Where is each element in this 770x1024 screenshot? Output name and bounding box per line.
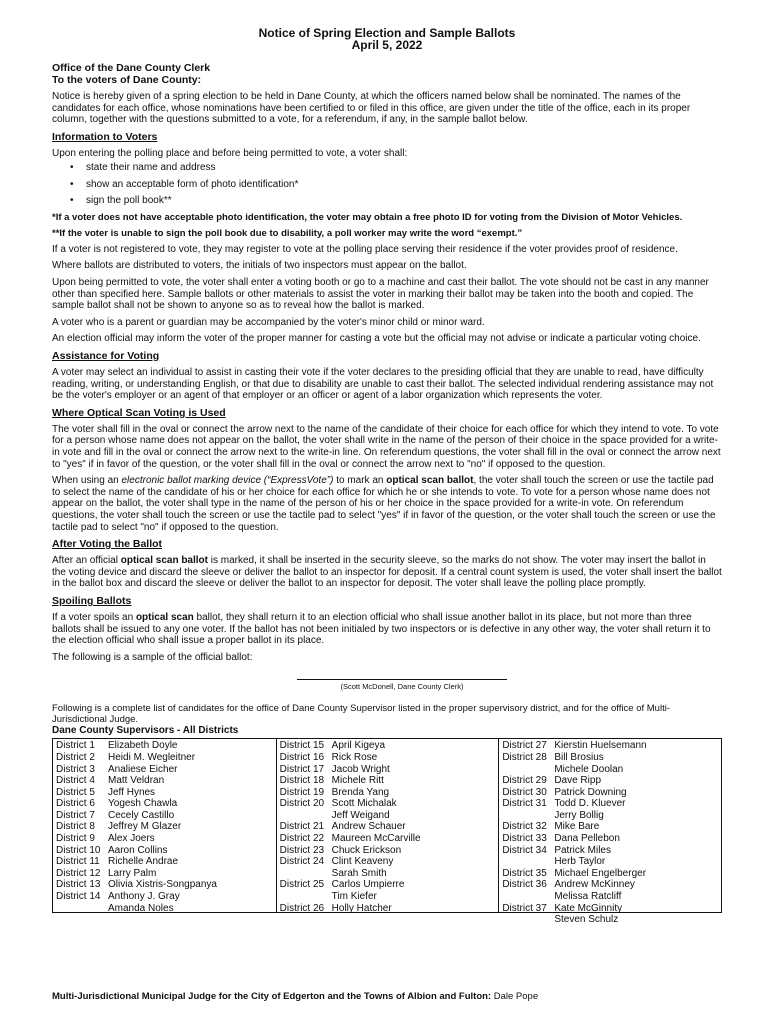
district-label: District 7	[56, 809, 95, 821]
candidate-name: Patrick Miles	[554, 844, 611, 856]
candidate-name: Mike Bare	[554, 821, 600, 833]
candidate-name: Herb Taylor	[554, 856, 606, 868]
table-row	[56, 821, 273, 833]
table-row	[502, 798, 718, 810]
candidate-name: Chuck Erickson	[331, 844, 402, 856]
table-row	[502, 775, 718, 787]
table-row	[56, 787, 273, 799]
district-label: District 37	[502, 902, 547, 914]
title-line-2: April 5, 2022	[351, 38, 423, 52]
district-label: District 17	[279, 763, 325, 775]
table-row	[280, 775, 496, 787]
district-label	[502, 914, 554, 926]
table-row	[56, 856, 273, 868]
candidate-name: Alex Joers	[108, 833, 155, 845]
district-label: District 3	[56, 763, 95, 775]
voter-requirements-list	[52, 160, 722, 210]
district-label: District 29	[502, 775, 547, 787]
candidate-name: Michele Doolan	[554, 763, 624, 775]
table-row	[56, 879, 273, 891]
registration-paragraph: If a voter is not registered to vote, they may register to vote at the polling place serving their residence if the voter provides proof of residence.	[52, 243, 678, 255]
district-label: District 5	[56, 786, 95, 798]
candidate-name: Carlos Umpierre	[331, 879, 405, 891]
district-label: District 31	[502, 798, 547, 810]
table-row	[502, 903, 718, 915]
title-line-1: Notice of Spring Election and Sample Ballots	[258, 26, 516, 40]
table-row	[280, 764, 496, 776]
district-label	[502, 764, 554, 776]
district-label: District 33	[502, 833, 547, 845]
table-row	[280, 868, 496, 880]
after-voting-heading: After Voting the Ballot	[52, 538, 163, 551]
supervisor-districts-table	[52, 738, 722, 926]
district-label: District 35	[502, 867, 547, 879]
table-row	[56, 740, 273, 752]
district-label: District 4	[56, 775, 95, 787]
district-label: District 28	[502, 751, 547, 763]
table-row	[56, 810, 273, 822]
candidate-name: Analiese Eicher	[108, 763, 178, 775]
judge-office-label: Multi-Jurisdictional Municipal Judge for the City of Edgerton and the Towns of Albion and Fulton:	[52, 991, 492, 1002]
table-row	[280, 856, 496, 868]
document-title	[52, 27, 722, 51]
info-lead: Upon entering the polling place and before being permitted to vote, a voter shall:	[52, 147, 408, 159]
district-label: District 14	[56, 891, 101, 903]
district-label: District 21	[279, 821, 325, 833]
candidate-name: Jeff Weigand	[331, 809, 390, 821]
district-label	[502, 856, 554, 868]
poll-book-note: **If the voter is unable to sign the poll book due to disability, a poll worker may write the word “exempt.”	[52, 227, 523, 239]
table-row	[280, 740, 496, 752]
intro-paragraph: Notice is hereby given of a spring election to be held in Dane County, at which the officers named below shall be nominated. The names of the candidates for each office, whose nominations have been certified to or filed in this office, are given under the title of the office, each in its proper column, together with the questions submitted to a vote, for a referendum, if any, in the sample ballot below.	[52, 91, 691, 126]
table-row	[502, 833, 718, 845]
table-row	[280, 845, 496, 857]
table-row	[56, 764, 273, 776]
table-row	[502, 810, 718, 822]
candidate-name: Tim Kiefer	[331, 891, 377, 903]
table-row	[280, 879, 496, 891]
table-row	[56, 868, 273, 880]
district-label: District 36	[502, 879, 547, 891]
candidate-name: Clint Keaveny	[331, 856, 394, 868]
district-label: District 6	[56, 798, 95, 810]
districts-column-1	[53, 739, 276, 912]
district-label	[280, 891, 332, 903]
table-row	[56, 891, 273, 903]
candidate-name: Rick Rose	[331, 751, 378, 763]
district-label: District 10	[56, 844, 101, 856]
candidate-name: Kate McGinnity	[554, 902, 623, 914]
candidate-name: Elizabeth Doyle	[108, 740, 178, 752]
district-label: District 30	[502, 786, 547, 798]
candidate-name: Dana Pellebon	[554, 833, 620, 845]
candidate-name: Sarah Smith	[331, 867, 387, 879]
election-official-paragraph: An election official may inform the voter of the proper manner for casting a vote but the official may not advise or indicate a particular voting choice.	[52, 333, 701, 345]
district-label: District 20	[279, 798, 325, 810]
district-label: District 25	[279, 879, 325, 891]
candidate-name: Patrick Downing	[554, 786, 627, 798]
table-row	[280, 821, 496, 833]
spoiling-ballots-heading: Spoiling Ballots	[52, 594, 132, 607]
candidate-name: Dave Ripp	[554, 775, 602, 787]
district-label: District 24	[279, 856, 325, 868]
district-label: District 22	[279, 833, 325, 845]
table-row	[502, 764, 718, 776]
districts-column-2	[276, 739, 499, 912]
district-label: District 32	[502, 821, 547, 833]
spoiling-paragraph: If a voter spoils an optical scan ballot, they shall return it to an election official who shall issue another ballot in its place, but not more than three ballots shall be issued to any one voter. If the ballot has not been initialed by two inspectors or is defective in any other way, the voter shall return it to the election official who shall issue a proper ballot in its place.	[52, 611, 711, 647]
voting-booth-paragraph: Upon being permitted to vote, the voter shall enter a voting booth or go to a machine and cast their ballot. The vote should not be cast in any manner other than specified here. Sample ballots or other materials to assist the voter in marking their ballot may be taken into the booth and copied. The sample ballot shall not be shown to anyone so as to reveal how the ballot is marked.	[52, 277, 709, 312]
table-row	[56, 775, 273, 787]
candidate-name: Brenda Yang	[331, 786, 390, 798]
table-row	[502, 856, 718, 868]
list-item: • state their name and address	[70, 160, 722, 177]
table-row	[502, 891, 718, 903]
table-row	[56, 903, 273, 915]
candidate-name: Jeffrey M Glazer	[108, 821, 182, 833]
candidate-name: Bill Brosius	[554, 751, 604, 763]
table-row	[502, 914, 718, 926]
district-label: District 15	[279, 740, 325, 752]
candidate-name: Scott Michalak	[331, 798, 397, 810]
district-label: District 9	[56, 833, 95, 845]
candidate-name: Yogesh Chawla	[108, 798, 178, 810]
table-row	[502, 879, 718, 891]
photo-id-note: *If a voter does not have acceptable photo identification, the voter may obtain a free photo ID for voting from the Division of Motor Vehicles.	[52, 211, 683, 223]
table-row	[280, 891, 496, 903]
expressvote-paragraph: When using an electronic ballot marking device (“ExpressVote”) to mark an optical scan ballot, the voter shall touch the screen or use the tactile pad to select the name of the candidate of his or her choice for each office for which he or she intends to vote. To vote for a person whose name does not appear on the ballot, the voter shall type in the name of the person of his or her choice in the space provided for a write-in vote. On referendum questions, the voter shall touch the screen or use the tactile pad to select "yes" if in favor of the question, or the voter shall touch the screen or use the tactile pad to select "no" if opposed to the question.	[52, 475, 716, 533]
clerk-signature-line: (Scott McDonell, Dane County Clerk)	[297, 679, 507, 691]
optical-scan-heading: Where Optical Scan Voting is Used	[52, 406, 226, 419]
candidate-name: Jerry Bollig	[554, 809, 604, 821]
candidate-name: Melissa Ratcliff	[554, 891, 622, 903]
candidate-name: Andrew McKinney	[554, 879, 635, 891]
office-heading: Office of the Dane County Clerk	[52, 62, 211, 74]
table-row	[56, 833, 273, 845]
districts-column-3	[498, 739, 721, 926]
candidate-name: Kierstin Huelsemann	[554, 740, 647, 752]
assistance-for-voting-heading: Assistance for Voting	[52, 350, 160, 363]
district-label	[56, 903, 108, 915]
minor-child-paragraph: A voter who is a parent or guardian may be accompanied by the voter's minor child or minor ward.	[52, 316, 485, 328]
candidates-intro: Following is a complete list of candidates for the office of Dane County Supervisor listed in the proper supervisory district, and for the office of Multi-Jurisdictional Judge.	[52, 703, 670, 726]
district-label: District 11	[56, 856, 100, 868]
municipal-judge-line	[52, 991, 538, 1002]
candidate-name: Anthony J. Gray	[108, 891, 180, 903]
table-row	[502, 740, 718, 752]
district-label: District 27	[502, 740, 547, 752]
district-label: District 16	[279, 751, 325, 763]
table-row	[502, 787, 718, 799]
candidate-name: Aaron Collins	[108, 844, 168, 856]
candidate-name: Maureen McCarville	[331, 833, 421, 845]
list-item: • show an acceptable form of photo identification*	[70, 177, 722, 194]
information-to-voters-heading: Information to Voters	[52, 130, 158, 143]
table-row	[280, 833, 496, 845]
table-row	[280, 798, 496, 810]
district-label: District 13	[56, 879, 101, 891]
after-voting-paragraph: After an official optical scan ballot is marked, it shall be inserted in the security sleeve, so the marks do not show. The voter may insert the ballot in the voting device and discard the sleeve or deliver the ballot to an inspector for deposit. If a central count system is used, the voter shall insert the ballot in the ballot box and discard the sleeve or deliver the ballot to an inspector for deposit. The voter shall leave the polling place promptly.	[52, 555, 722, 590]
district-label: District 23	[279, 844, 325, 856]
district-label: District 2	[56, 751, 95, 763]
district-label: District 12	[56, 867, 101, 879]
candidate-name: Matt Veldran	[108, 775, 165, 787]
district-label: District 19	[279, 786, 325, 798]
table-row	[502, 752, 718, 764]
district-label: District 8	[56, 821, 95, 833]
table-row	[280, 810, 496, 822]
candidate-name: Heidi M. Wegleitner	[108, 751, 196, 763]
district-label	[502, 891, 554, 903]
district-label: District 26	[279, 902, 325, 914]
candidate-name: Richelle Andrae	[108, 856, 179, 868]
candidate-name: Holly Hatcher	[331, 902, 392, 914]
district-label: District 1	[56, 740, 95, 752]
initials-paragraph: Where ballots are distributed to voters, the initials of two inspectors must appear on the ballot.	[52, 260, 467, 272]
district-label	[502, 810, 554, 822]
table-row	[280, 903, 496, 915]
voters-heading: To the voters of Dane County:	[52, 74, 202, 86]
candidate-name: Andrew Schauer	[331, 821, 406, 833]
table-row	[280, 787, 496, 799]
candidate-name: Jacob Wright	[331, 763, 390, 775]
table-row	[56, 798, 273, 810]
election-notice-document	[52, 26, 722, 926]
candidate-name: Todd D. Kluever	[554, 798, 626, 810]
candidate-name: Michael Engelberger	[554, 867, 647, 879]
candidate-name: Amanda Noles	[108, 902, 174, 914]
optical-scan-paragraph: The voter shall fill in the oval or connect the arrow next to the name of the candidate of their choice for each office for which they intend to vote. To vote for a person whose name does not appear on the ballot, the voter shall write in the name of the person of their choice in the space provided for a write-in vote and fill in the oval or connect the arrow next to the write-in line. On referendum questions, the voter shall fill in the oval or connect the arrow next to "yes" if in favor of the question, or the voter shall fill in the oval or connect the arrow next to "no" if opposed to the question.	[52, 423, 721, 470]
table-row	[502, 845, 718, 857]
candidate-name: Larry Palm	[108, 867, 157, 879]
list-item: • sign the poll book**	[70, 193, 722, 210]
district-label: District 34	[502, 844, 547, 856]
sample-ballot-lead: The following is a sample of the official ballot:	[52, 651, 253, 663]
table-row	[280, 752, 496, 764]
candidate-name: Olivia Xistris-Songpanya	[108, 879, 217, 891]
candidate-name: April Kigeya	[331, 740, 386, 752]
candidate-name: Jeff Hynes	[108, 786, 156, 798]
supervisors-heading: Dane County Supervisors - All Districts	[52, 725, 239, 737]
district-label	[280, 810, 332, 822]
table-row	[502, 821, 718, 833]
assistance-paragraph: A voter may select an individual to assist in casting their vote if the voter declares to the presiding official that they are unable to read, have difficulty reading, writing, or understanding English, or that due to disability are unable to cast their ballot. The selected individual rendering assistance may not be the voter's employer or an agent of that employer or an officer or agent of a labor organization which represents the voter.	[52, 367, 714, 402]
candidate-name: Cecely Castillo	[108, 809, 175, 821]
table-row	[502, 868, 718, 880]
candidate-name: Steven Schulz	[554, 914, 619, 926]
district-label: District 18	[279, 775, 325, 787]
judge-candidate: Dale Pope	[491, 991, 539, 1002]
table-row	[56, 845, 273, 857]
district-label	[280, 868, 332, 880]
candidate-name: Michele Ritt	[331, 775, 384, 787]
table-row	[56, 752, 273, 764]
